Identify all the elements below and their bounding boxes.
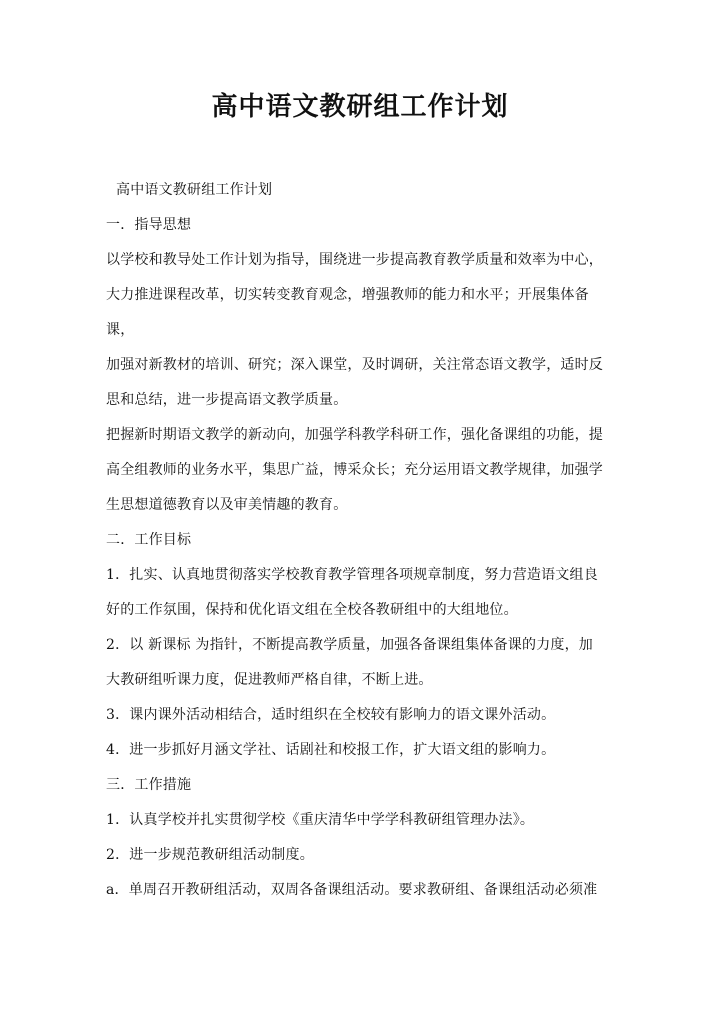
section-heading-work-measures: 三．工作措施 <box>106 777 192 793</box>
paragraph-work-goal-1: 1．扎实、认真地贯彻落实学校教育教学管理各项规章制度，努力营造语文组良 好的工作氛围，保持和优化语文组在全校各教研组中的大组地位。 <box>106 567 598 618</box>
paragraph-work-goal-4: 4．进一步抓好月涵文学社、话剧社和校报工作，扩大语文组的影响力。 <box>106 742 556 758</box>
document-subtitle: 高中语文教研组工作计划 <box>116 182 273 198</box>
section-heading-work-goals: 二．工作目标 <box>106 532 192 548</box>
paragraph-guiding-ideology-1: 以学校和教导处工作计划为指导，围绕进一步提高教育教学质量和效率为中心， 大力推进课程改革，切实转变教育观念，增强教师的能力和水平；开展集体备课， 加强对新教材的培训、研究；深入课堂，及时调研，关注常态语文教学，适时反 思和总结，进一步提高语文教学质量。 <box>106 252 603 408</box>
paragraph-work-measure-a: a．单周召开教研组活动，双周各备课组活动。要求教研组、备课组活动必须准 <box>106 882 598 898</box>
paragraph-work-measure-2: 2．进一步规范教研组活动制度。 <box>106 847 314 863</box>
paragraph-work-measure-1: 1．认真学校并扎实贯彻学校《重庆清华中学学科教研组管理办法》。 <box>106 812 535 828</box>
document-body <box>106 173 616 908</box>
paragraph-guiding-ideology-2: 把握新时期语文教学的新动向，加强学科教学科研工作，强化备课组的功能，提 高全组教师的业务水平，集思广益，博采众长；充分运用语文教学规律，加强学 生思想道德教育以及审美情趣的教育。 <box>106 427 603 513</box>
section-heading-guiding-ideology: 一．指导思想 <box>106 217 192 233</box>
paragraph-work-goal-2: 2．以 新课标 为指针，不断提高教学质量，加强各备课组集体备课的力度，加 大教研组听课力度，促进教师严格自律，不断上进。 <box>106 637 594 688</box>
document-title: 高中语文教研组工作计划 <box>211 92 509 122</box>
paragraph-work-goal-3: 3．课内课外活动相结合，适时组织在全校较有影响力的语文课外活动。 <box>106 707 556 723</box>
